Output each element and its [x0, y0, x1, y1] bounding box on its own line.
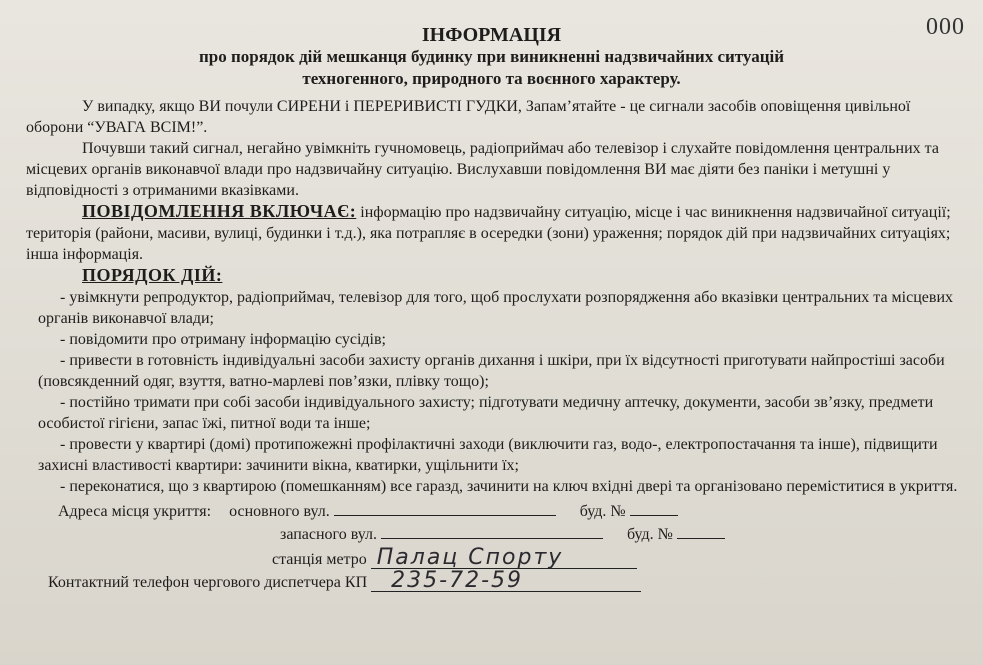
- notice-subtitle-line-1: про порядок дій мешканця будинку при виникненні надзвичайних ситуацій: [198, 47, 785, 66]
- notice-subtitle-line-2: техногенного, природного та воєнного характеру.: [302, 69, 681, 88]
- main-building-field[interactable]: [630, 515, 678, 516]
- shelter-main-label: основного вул.: [229, 503, 330, 520]
- procedure-item-1: - увімкнути репродуктор, радіоприймач, телевізор для того, щоб прослухати розпорядження або вказівки центральних та місцевих органів виконавчої влади;: [38, 289, 954, 327]
- procedure-heading-row: [26, 265, 965, 287]
- procedure-item-4: - постійно тримати при собі засоби індивідуального захисту; підготувати медичну аптечку, документи, засоби зв’язку, предмети особистої гігієни, запас їжі, питної води та інше;: [38, 394, 934, 432]
- procedure-item-3: - привести в готовність індивідуальні засоби захисту органів дихання і шкіри, при їх відсутності приготувати найпростіші засоби (повсякденний одяг, взуття, ватно-марлеві пов’язки, плівку тощо);: [38, 352, 945, 390]
- notice-body: [0, 90, 983, 593]
- shelter-backup-row: [58, 524, 965, 547]
- procedure-item-5: - провести у квартирі (домі) протипожежні профілактичні заходи (виключити газ, водо-, електропостачання та інше), підвищити захисні властивості квартири: зачинити вікна, кватирки, ущільнити їх;: [38, 436, 938, 474]
- procedure-item-6: - переконатися, що з квартирою (помешканням) все гаразд, зачинити на ключ вхідні двері та організовано переміститися в укриття.: [60, 478, 958, 495]
- shelter-backup-label: запасного вул.: [280, 526, 377, 543]
- procedure-item-2: - повідомити про отриману інформацію сусідів;: [60, 331, 386, 348]
- notice-header: [0, 24, 983, 90]
- metro-field[interactable]: Палац Спорту: [371, 547, 637, 569]
- procedure-heading: ПОРЯДОК ДІЙ:: [82, 265, 223, 285]
- dispatcher-phone-row: [48, 570, 965, 593]
- backup-building-label: буд. №: [627, 526, 673, 543]
- intro-paragraph-1: У випадку, якщо ВИ почули СИРЕНИ і ПЕРЕРИВИСТІ ГУДКИ, Запам’ятайте - це сигнали засобів оповіщення цивільної оборони “УВАГА ВСІМ!”.: [26, 98, 911, 136]
- dispatcher-phone-label: Контактний телефон чергового диспетчера КП: [48, 574, 368, 591]
- shelter-label: Адреса місця укриття:: [58, 503, 212, 520]
- metro-label: станція метро: [272, 551, 367, 568]
- backup-building-field[interactable]: [677, 538, 725, 539]
- notice-heading: ПОВІДОМЛЕННЯ ВКЛЮЧАЄ:: [82, 201, 357, 221]
- shelter-form: [26, 501, 965, 593]
- intro-paragraph-2: Почувши такий сигнал, негайно увімкніть гучномовець, радіоприймач або телевізор і слухайте повідомлення центральних та місцевих органів виконавчої влади про надзвичайну ситуацію. Вислухавши повідомлення ВИ має діяти без паніки і метушні у відповідності з отриманими вказівками.: [26, 140, 939, 199]
- notice-paragraph: [26, 201, 965, 265]
- shelter-main-row: [58, 501, 965, 524]
- main-street-field[interactable]: [334, 515, 556, 516]
- main-building-label: буд. №: [579, 503, 626, 520]
- notice-text: інформацію про надзвичайну ситуацію, місце і час виникнення надзвичайної ситуації; територія (райони, масиви, вулиці, будинки і т.д.), яка потрапляє в осередки (зони) ураження; порядок дій при надзвичайних ситуаціях; інша інформація.: [26, 204, 951, 263]
- dispatcher-phone-field[interactable]: 235-72-59: [371, 570, 641, 592]
- backup-street-field[interactable]: [381, 538, 603, 539]
- shelter-metro-row: [58, 547, 965, 570]
- notice-title: ІНФОРМАЦІЯ: [421, 24, 562, 46]
- corner-page-number: 000: [926, 14, 965, 40]
